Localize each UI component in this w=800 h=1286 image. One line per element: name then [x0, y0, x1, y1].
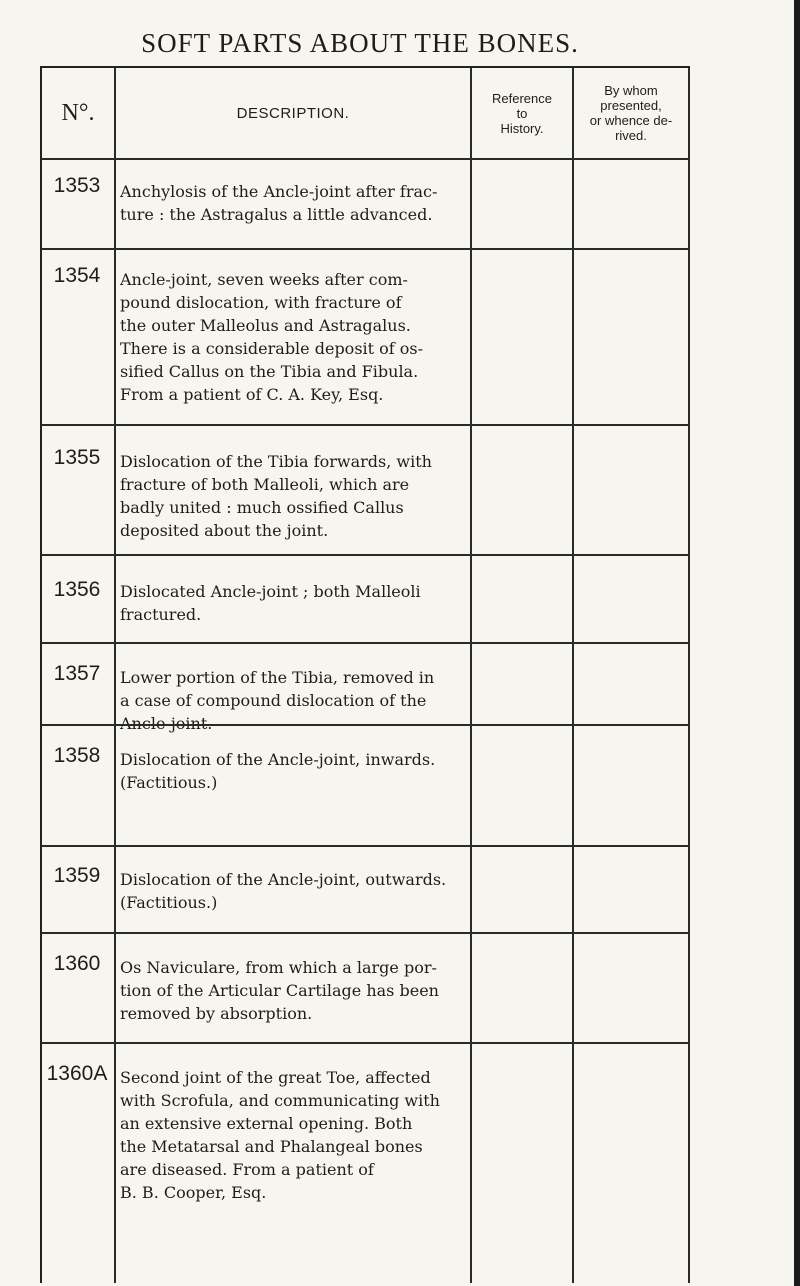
entry-description: Second joint of the great Toe, affected with Scrofula, and communicating with an extensive external opening. Both the Metatarsal and Phalangeal bones are diseased. From a patient of B. B. Cooper, Esq.: [120, 1068, 440, 1202]
entry-number: 1357: [53, 662, 101, 685]
header-presented-line: rived.: [615, 128, 647, 143]
entry-number: 1356: [53, 578, 101, 601]
header-reference-line: to: [516, 105, 528, 121]
row-rule: [42, 932, 690, 934]
page-edge: [794, 0, 800, 1286]
header-presented-line: By whom: [604, 83, 658, 98]
row-rule: [42, 554, 690, 556]
entry-description: Os Naviculare, from which a large por- tion of the Articular Cartilage has been removed by absorption.: [120, 958, 439, 1023]
header-number: [42, 68, 114, 158]
header-number-label: N°.: [61, 99, 95, 126]
column-divider: [114, 68, 116, 1283]
header-presented: [574, 68, 688, 158]
row-rule: [42, 724, 690, 726]
entry-number: 1355: [53, 446, 101, 469]
page-title: SOFT PARTS ABOUT THE BONES.: [141, 28, 579, 58]
column-divider: [572, 68, 574, 1283]
row-rule: [42, 424, 690, 426]
entry-description: Anchylosis of the Ancle-joint after frac- ture : the Astragalus a little advanced.: [120, 182, 438, 224]
entry-number: 1353: [53, 174, 101, 197]
column-divider: [688, 68, 690, 1283]
entry-number: 1359: [53, 864, 101, 887]
entry-number: 1354: [53, 264, 101, 287]
entry-description: Dislocation of the Tibia forwards, with fracture of both Malleoli, which are badly united : much ossified Callus deposited about the joint.: [120, 452, 432, 540]
entry-number: 1360A: [46, 1062, 108, 1085]
entry-description: Dislocated Ancle-joint ; both Malleoli fractured.: [120, 582, 421, 624]
entry-description: Ancle-joint, seven weeks after com- pound dislocation, with fracture of the outer Malleolus and Astragalus. There is a considerable deposit of os- sified Callus on the Tibia and Fibula. From a patient of C. A. Key, Esq.: [120, 270, 424, 404]
header-presented-line: or whence de-: [589, 113, 673, 128]
entry-number: 1360: [53, 952, 101, 975]
entry-description: Dislocation of the Ancle-joint, outwards. (Factitious.): [120, 870, 447, 912]
header-rule: [42, 158, 690, 160]
header-reference-line: History.: [500, 120, 544, 136]
entry-number: 1358: [53, 744, 101, 767]
header-presented-line: presented,: [600, 98, 662, 113]
column-divider: [470, 68, 472, 1283]
row-rule: [42, 845, 690, 847]
entry-description: Lower portion of the Tibia, removed in a case of compound dislocation of the: [120, 668, 435, 710]
header-reference-line: Reference: [492, 90, 552, 106]
header-description-label: DESCRIPTION.: [236, 104, 350, 122]
row-rule: [42, 248, 690, 250]
entry-description: Dislocation of the Ancle-joint, inwards. (Factitious.): [120, 750, 436, 792]
row-rule: [42, 642, 690, 644]
catalogue-table: [40, 66, 690, 1283]
header-reference: [472, 68, 572, 158]
row-rule: [42, 1042, 690, 1044]
header-description: [116, 68, 470, 158]
